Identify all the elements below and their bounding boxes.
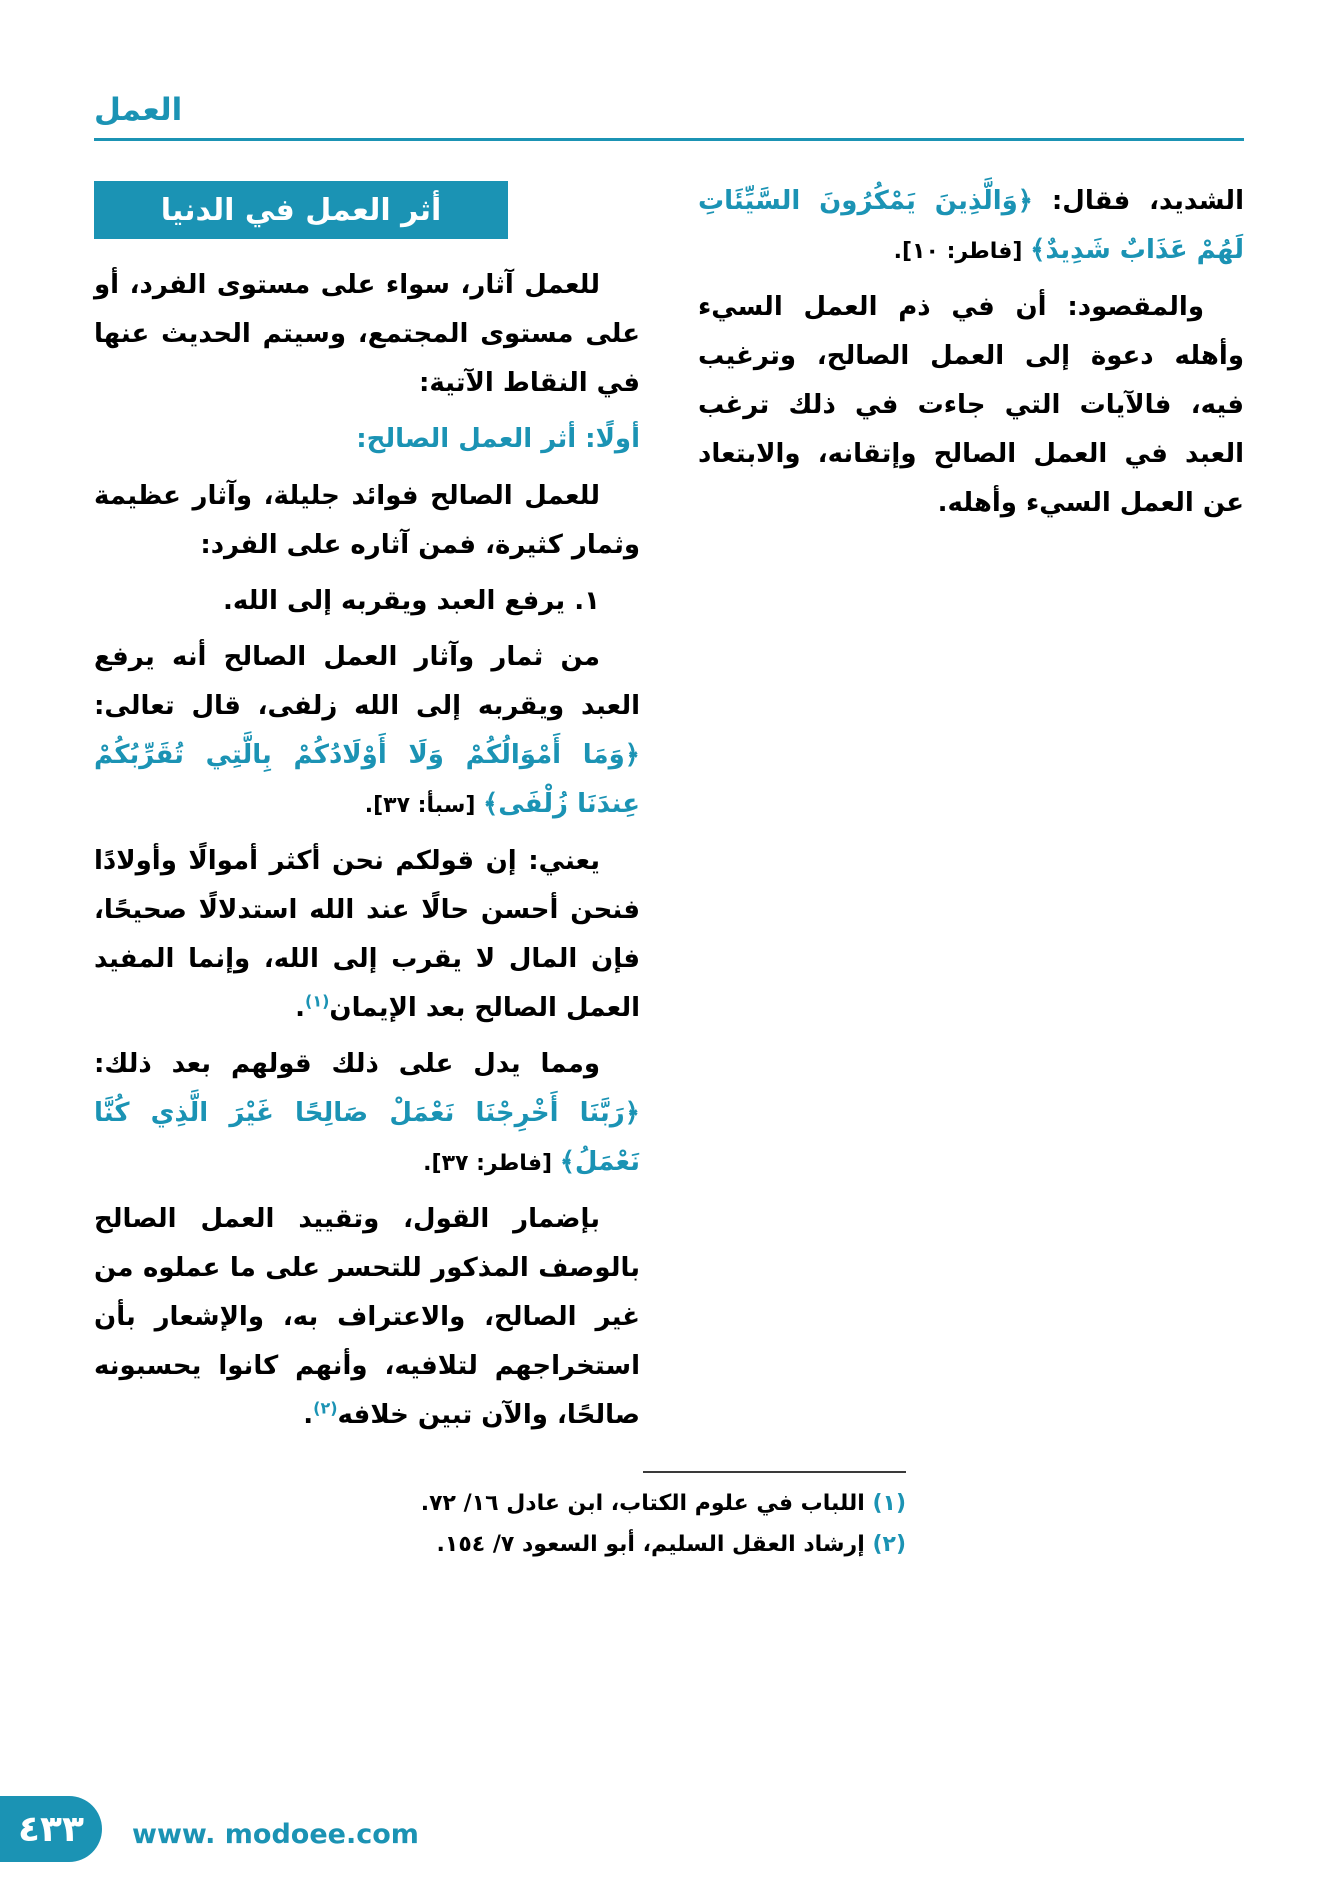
footnote-marker: (٢) (872, 1532, 906, 1557)
subsection-heading (94, 415, 640, 464)
footnote-reference: (١) (305, 991, 330, 1011)
body-text: للعمل الصالح فوائد جليلة، وآثار عظيمة وثمار كثيرة، فمن آثاره على الفرد: (94, 481, 640, 560)
website-text: www. modoee.com (132, 1819, 419, 1850)
body-text: يعني: إن قولكم نحن أكثر أموالًا وأولادًا فنحن أحسن حالًا عند الله استدلالًا صحيحًا، فإن المال لا يقرب إلى الله، وإنما المفيد العمل الصالح بعد الإيمان (94, 846, 640, 1023)
column-left (94, 177, 640, 1447)
page-number-badge (0, 1796, 102, 1862)
column-right (698, 177, 1244, 1447)
paragraph (94, 472, 640, 570)
paragraph (94, 1195, 640, 1440)
footnote-separator (643, 1471, 906, 1473)
verse-citation: [سبأ: ٣٧]. (364, 793, 484, 818)
paragraph (94, 633, 640, 830)
body-text: للعمل آثار، سواء على مستوى الفرد، أو على مستوى المجتمع، وسيتم الحديث عنها في النقاط الآتية: (94, 270, 640, 398)
paragraph (698, 283, 1244, 528)
paragraph (698, 177, 1244, 276)
running-title: العمل (94, 92, 183, 128)
quran-verse: ﴿وَالَّذِينَ يَمْكُرُونَ السَّيِّئَاتِ لَهُمْ عَذَابٌ شَدِيدٌ﴾ (698, 186, 1244, 265)
body-text: . (295, 993, 306, 1023)
paragraph (94, 261, 640, 408)
body-text: . (303, 1400, 314, 1430)
paragraph (94, 1040, 640, 1188)
quran-verse: ﴿رَبَّنَا أَخْرِجْنَا نَعْمَلْ صَالِحًا غَيْرَ الَّذِي كُنَّا نَعْمَلُ﴾ (94, 1098, 640, 1177)
numbered-point (94, 577, 640, 626)
body-text: ومما يدل على ذلك قولهم بعد ذلك: (94, 1049, 600, 1079)
two-column-layout (94, 177, 1244, 1447)
verse-citation: [فاطر: ٣٧]. (423, 1151, 560, 1176)
body-text: والمقصود: أن في ذم العمل السيء وأهله دعوة إلى العمل الصالح، وترغيب فيه، فالآيات التي جاءت في ذلك ترغب العبد في العمل الصالح وإتقانه، والابتعاد عن العمل السيء وأهله. (698, 292, 1244, 518)
page-header (94, 92, 1244, 141)
footnote-marker: (١) (872, 1491, 906, 1516)
section-title: أثر العمل في الدنيا (160, 192, 442, 228)
body-text: ١. يرفع العبد ويقربه إلى الله. (223, 586, 600, 616)
paragraph (94, 837, 640, 1033)
footnote-text: إرشاد العقل السليم، أبو السعود ٧/ ١٥٤. (436, 1532, 873, 1557)
footnote (94, 1526, 906, 1563)
footnote-reference: (٢) (313, 1398, 338, 1418)
quran-verse: ﴿وَمَا أَمْوَالُكُمْ وَلَا أَوْلَادُكُمْ بِالَّتِي تُقَرِّبُكُمْ عِندَنَا زُلْفَى﴾ (94, 740, 640, 819)
body-text: من ثمار وآثار العمل الصالح أنه يرفع العبد ويقربه إلى الله زلفى، قال تعالى: (94, 642, 640, 721)
verse-citation: [فاطر: ١٠]. (893, 239, 1031, 264)
page-number: ٤٣٣ (18, 1808, 84, 1850)
body-text: الشديد، فقال: (1033, 186, 1244, 216)
body-text: بإضمار القول، وتقييد العمل الصالح بالوصف المذكور للتحسر على ما عملوه من غير الصالح، والاعتراف به، والإشعار بأن استخراجهم لتلافيه، وأنهم كانوا يحسبونه صالحًا، والآن تبين خلافه (94, 1204, 640, 1430)
section-heading-box (94, 181, 508, 239)
footnotes-area (94, 1471, 906, 1563)
footnote-text: اللباب في علوم الكتاب، ابن عادل ١٦/ ٧٢. (420, 1491, 873, 1516)
footnote (94, 1485, 906, 1522)
subsection-title: أولًا: أثر العمل الصالح: (356, 424, 640, 454)
header-rule (94, 138, 1244, 141)
